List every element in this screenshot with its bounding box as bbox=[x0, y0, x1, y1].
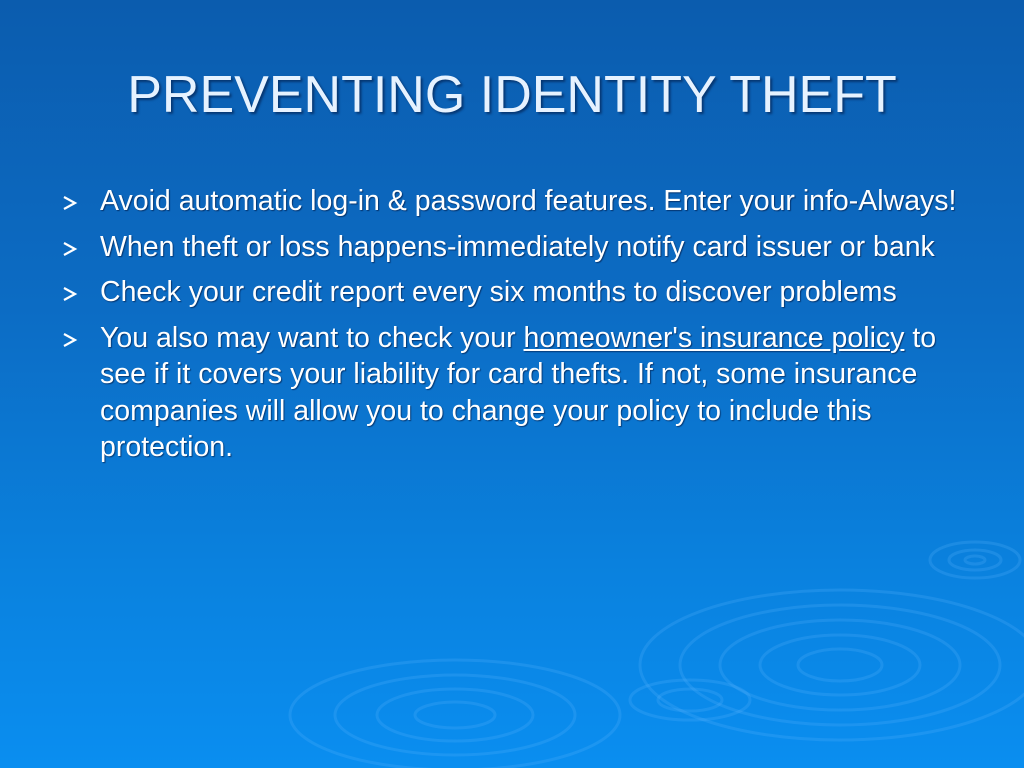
arrow-bullet-icon bbox=[62, 333, 78, 347]
bullet-text: Check your credit report every six months to discover problems bbox=[100, 276, 897, 308]
bullet-item bbox=[62, 274, 972, 311]
homeowners-insurance-policy-link[interactable]: homeowner's insurance policy bbox=[523, 321, 905, 354]
bullet-list bbox=[62, 183, 972, 475]
arrow-bullet-icon bbox=[62, 242, 78, 256]
bullet-text: Avoid automatic log-in & password features. Enter your info-Always! bbox=[100, 185, 957, 217]
bullet-text: When theft or loss happens-immediately notify card issuer or bank bbox=[100, 230, 935, 263]
bullet-item bbox=[62, 183, 972, 220]
bullet-item bbox=[62, 320, 972, 466]
arrow-bullet-icon bbox=[62, 287, 78, 301]
bullet-text-before-link: You also may want to check your bbox=[100, 321, 524, 354]
bullet-item bbox=[62, 229, 972, 266]
slide-title: PREVENTING IDENTITY THEFT bbox=[127, 66, 897, 124]
arrow-bullet-icon bbox=[62, 196, 78, 210]
bullet-text-after-link: to see if it covers your liability for card thefts. If not, some insurance companies will allow you to change your policy to include this protection. bbox=[100, 321, 937, 463]
